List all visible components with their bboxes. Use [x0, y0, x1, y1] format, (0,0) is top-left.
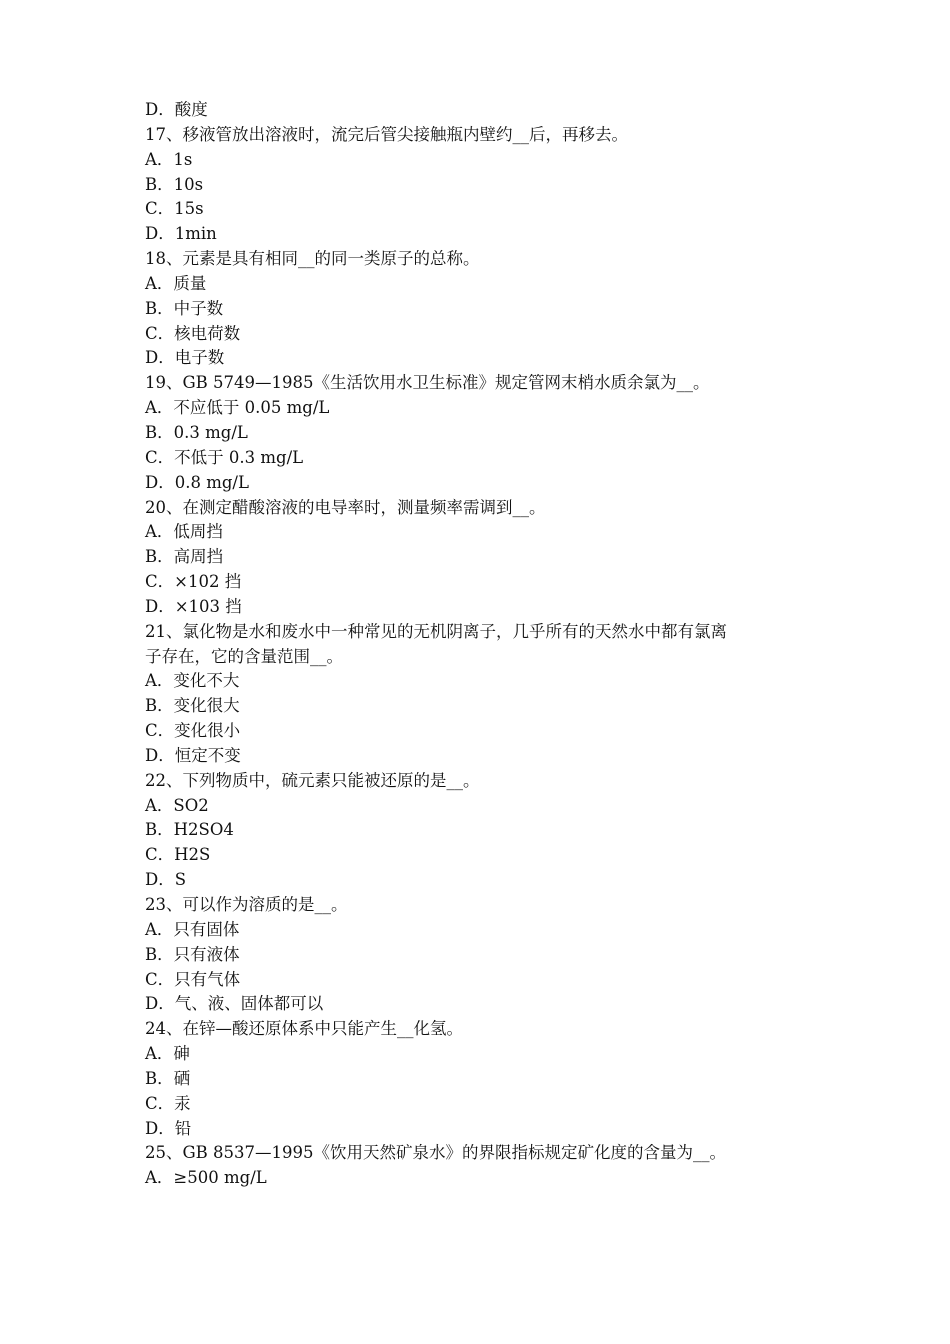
option-d-q23: D．气、液、固体都可以: [145, 994, 324, 1014]
option-d-q22: D．S: [145, 870, 187, 890]
question-23: 23、可以作为溶质的是__。: [145, 895, 348, 914]
option-a-q24: A．砷: [145, 1044, 190, 1064]
question-18: 18、元素是具有相同__的同一类原子的总称。: [145, 249, 480, 269]
option-a-q18: A．质量: [145, 273, 207, 293]
question-19: 19、GB 5749—1985《生活饮用水卫生标准》规定管网末梢水质余氯为__。: [145, 373, 710, 393]
option-c-q21: C．变化很小: [145, 721, 241, 741]
option-c-q17: C．15s: [145, 199, 204, 219]
question-20: 20、在测定醋酸溶液的电导率时，测量频率需调到__。: [145, 497, 546, 517]
option-a-q21: A．变化不大: [145, 671, 240, 691]
option-a-q19: A．不应低于 0.05 mg/L: [145, 398, 330, 418]
option-a-q22: A．SO2: [145, 795, 209, 815]
question-25: 25、GB 8537—1995《饮用天然矿泉水》的界限指标规定矿化度的含量为__。: [145, 1143, 727, 1163]
option-a-q17: A．1s: [145, 149, 193, 169]
option-c-q18: C．核电荷数: [145, 323, 241, 343]
option-b-q20: B．高周挡: [145, 547, 224, 567]
option-a-q20: A．低周挡: [145, 522, 223, 542]
option-b-q23: B．只有液体: [145, 944, 240, 964]
option-b-q18: B．中子数: [145, 298, 224, 318]
option-c-q19: C．不低于 0.3 mg/L: [145, 447, 304, 467]
option-b-q24: B．硒: [145, 1068, 191, 1088]
option-b-q22: B．H2SO4: [145, 820, 234, 840]
option-c-q22: C．H2S: [145, 845, 211, 865]
option-c-q20: C．×102 挡: [145, 572, 242, 592]
question-22: 22、下列物质中，硫元素只能被还原的是__。: [145, 770, 480, 790]
option-c-q24: C．汞: [145, 1093, 191, 1113]
option-b-q17: B．10s: [145, 174, 204, 194]
option-d-q18: D．电子数: [145, 348, 225, 368]
option-b-q19: B．0.3 mg/L: [145, 422, 248, 442]
document-page: [145, 98, 825, 1191]
question-24: 24、在锌—酸还原体系中只能产生__化氢。: [145, 1019, 463, 1039]
option-d-q16: D．酸度: [145, 100, 208, 119]
question-21: 21、氯化物是水和废水中一种常见的无机阴离子，几乎所有的天然水中都有氯离: [145, 621, 727, 641]
option-d-q20: D．×103 挡: [145, 596, 242, 616]
option-a-q23: A．只有固体: [145, 919, 240, 939]
option-d-q21: D．恒定不变: [145, 745, 241, 765]
option-d-q19: D．0.8 mg/L: [145, 472, 249, 492]
option-b-q21: B．变化很大: [145, 696, 240, 716]
option-c-q23: C．只有气体: [145, 969, 241, 989]
question-17: 17、移液管放出溶液时，流完后管尖接触瓶内壁约__后，再移去。: [145, 124, 628, 144]
question-21-continued: 子存在，它的含量范围__。: [145, 646, 343, 666]
option-a-q25: A．≥500 mg/L: [145, 1168, 267, 1188]
option-d-q24: D．铅: [145, 1118, 192, 1138]
option-d-q17: D．1min: [145, 224, 217, 244]
